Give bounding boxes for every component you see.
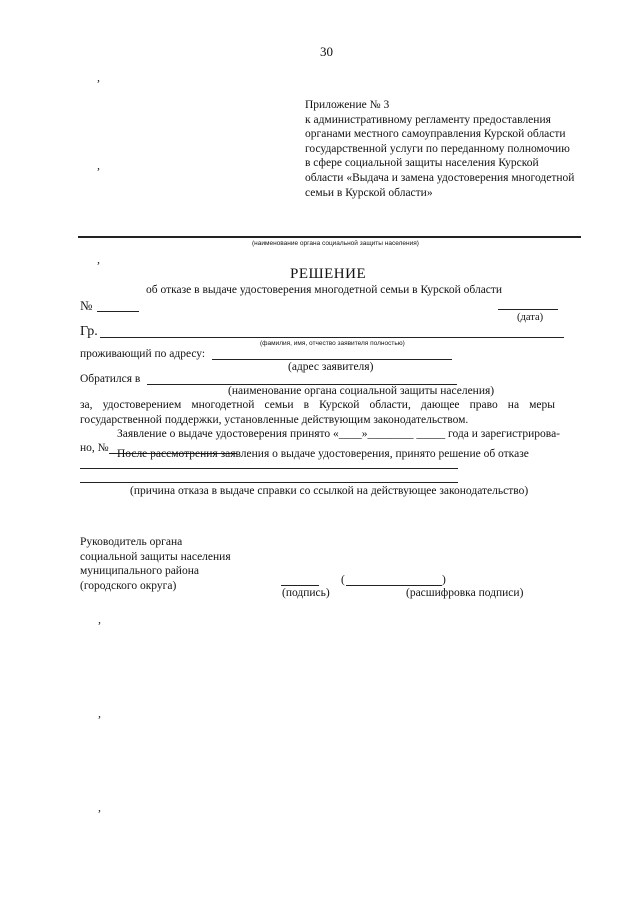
org-name-line [78, 236, 581, 238]
scan-mark: , [98, 800, 101, 814]
scan-mark: , [97, 70, 100, 84]
paren-open: ( [341, 574, 345, 586]
address-line [212, 359, 452, 360]
decoding-caption: (расшифровка подписи) [406, 587, 524, 599]
appendix-block [305, 98, 575, 200]
decoding-line [346, 585, 442, 586]
appendix-text: к административному регламенту предоставления органами местного самоуправления Курской области государственной услуги по переданному полномочию в сфере социальной защиты населения Курской области «Выдача и замена удостоверения многодетной семьи в Курской области» [305, 113, 575, 199]
signature-caption: (подпись) [282, 587, 330, 599]
head-line-4: (городского округа) [80, 579, 177, 592]
registration-number-label: но, № [80, 442, 109, 454]
scan-mark: , [97, 252, 100, 266]
address-label: проживающий по адресу: [80, 348, 206, 360]
fio-line [100, 337, 564, 338]
number-label: № [80, 298, 93, 313]
reason-line-2 [80, 482, 458, 483]
applied-label: Обратился в [80, 373, 141, 385]
document-title: РЕШЕНИЕ [290, 266, 367, 282]
purpose-text: за, удостоверением многодетной семьи в Курской области, дающее право на меры государственной поддержки, установленные действующим законодательством. [80, 399, 555, 426]
head-block [80, 535, 231, 593]
appendix-title: Приложение № 3 [305, 99, 390, 111]
citizen-label: Гр. [80, 324, 98, 339]
scan-mark: , [98, 612, 101, 626]
reason-line-1 [80, 468, 458, 469]
org-caption: (наименование органа социальной защиты населения) [252, 240, 419, 247]
head-line-3: муниципального района [80, 565, 199, 577]
scan-mark: , [97, 158, 100, 172]
document-subtitle: об отказе в выдаче удостоверения многодетной семьи в Курской области [146, 284, 503, 296]
date-caption: (дата) [517, 312, 544, 323]
after-review-text: После рассмотрения заявления о выдаче удостоверения, принято решение об отказе [117, 448, 529, 460]
accepted-text: Заявление о выдаче удостоверения принято «____»________ _____ года и зарегистрирова- [117, 428, 561, 440]
number-line [97, 311, 139, 312]
reason-caption: (причина отказа в выдаче справки со ссылкой на действующее законодательство) [130, 485, 529, 497]
signature-line [281, 585, 319, 586]
applied-caption: (наименование органа социальной защиты населения) [228, 385, 495, 397]
address-caption: (адрес заявителя) [288, 361, 374, 373]
fio-caption: (фамилия, имя, отчество заявителя полностью) [260, 340, 405, 347]
date-line [498, 309, 558, 310]
scan-mark: , [98, 706, 101, 720]
head-line-1: Руководитель органа [80, 536, 183, 548]
head-line-2: социальной защиты населения [80, 550, 231, 563]
paren-close: ) [442, 574, 446, 586]
page-number: 30 [320, 44, 333, 59]
